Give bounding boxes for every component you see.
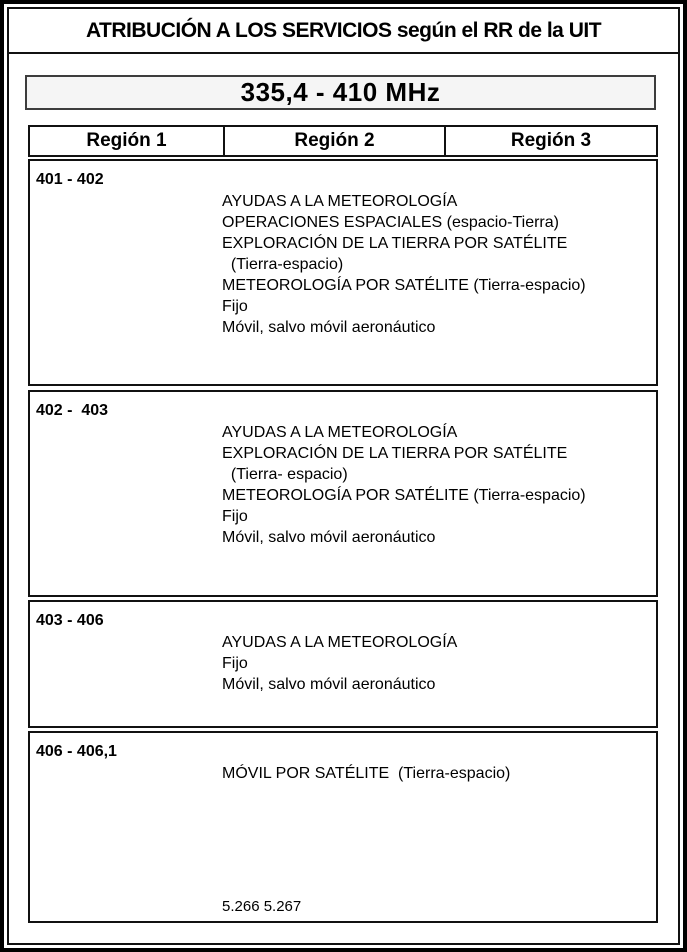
services-list <box>222 191 648 338</box>
service-line: METEOROLOGÍA POR SATÉLITE (Tierra-espacio) <box>222 487 586 504</box>
service-line: Fijo <box>222 508 248 525</box>
footnote-refs: 5.266 5.267 <box>222 898 302 915</box>
service-line: METEOROLOGÍA POR SATÉLITE (Tierra-espacio) <box>222 277 586 294</box>
services-list <box>222 422 648 548</box>
allocation-row-402-403 <box>28 390 658 597</box>
service-line: (Tierra- espacio) <box>222 466 348 483</box>
allocation-row-406-406-1 <box>28 731 658 923</box>
header-cell-region-1: Región 1 <box>30 127 225 155</box>
service-line: EXPLORACIÓN DE LA TIERRA POR SATÉLITE <box>222 235 568 252</box>
service-line: AYUDAS A LA METEOROLOGÍA <box>222 193 458 210</box>
service-line: MÓVIL POR SATÉLITE (Tierra-espacio) <box>222 765 511 782</box>
header-cell-region-2: Región 2 <box>225 127 446 155</box>
inner-frame <box>7 7 680 945</box>
service-line: Fijo <box>222 655 248 672</box>
services-list <box>222 632 648 695</box>
frequency-range-label: 401 - 402 <box>36 171 104 188</box>
frequency-band-label: 335,4 - 410 MHz <box>240 77 441 107</box>
allocation-row-403-406 <box>28 600 658 728</box>
frequency-range-label: 402 - 403 <box>36 402 109 419</box>
frequency-band-box <box>25 75 656 110</box>
page-title: ATRIBUCIÓN A LOS SERVICIOS según el RR de la UIT <box>85 18 602 42</box>
service-line: EXPLORACIÓN DE LA TIERRA POR SATÉLITE <box>222 445 568 462</box>
frequency-range-label: 403 - 406 <box>36 612 104 629</box>
title-bar <box>9 9 678 54</box>
service-line: AYUDAS A LA METEOROLOGÍA <box>222 424 458 441</box>
service-line: (Tierra-espacio) <box>222 256 344 273</box>
service-line: Móvil, salvo móvil aeronáutico <box>222 529 436 546</box>
header-cell-region-3: Región 3 <box>510 130 592 151</box>
service-line: Móvil, salvo móvil aeronáutico <box>222 319 436 336</box>
service-line: AYUDAS A LA METEOROLOGÍA <box>222 634 458 651</box>
service-line: Móvil, salvo móvil aeronáutico <box>222 676 436 693</box>
region-header-row <box>28 125 658 157</box>
service-line: Fijo <box>222 298 248 315</box>
services-list <box>222 763 648 784</box>
service-line: OPERACIONES ESPACIALES (espacio-Tierra) <box>222 214 559 231</box>
frequency-range-label: 406 - 406,1 <box>36 743 117 760</box>
allocation-row-401-402 <box>28 159 658 386</box>
